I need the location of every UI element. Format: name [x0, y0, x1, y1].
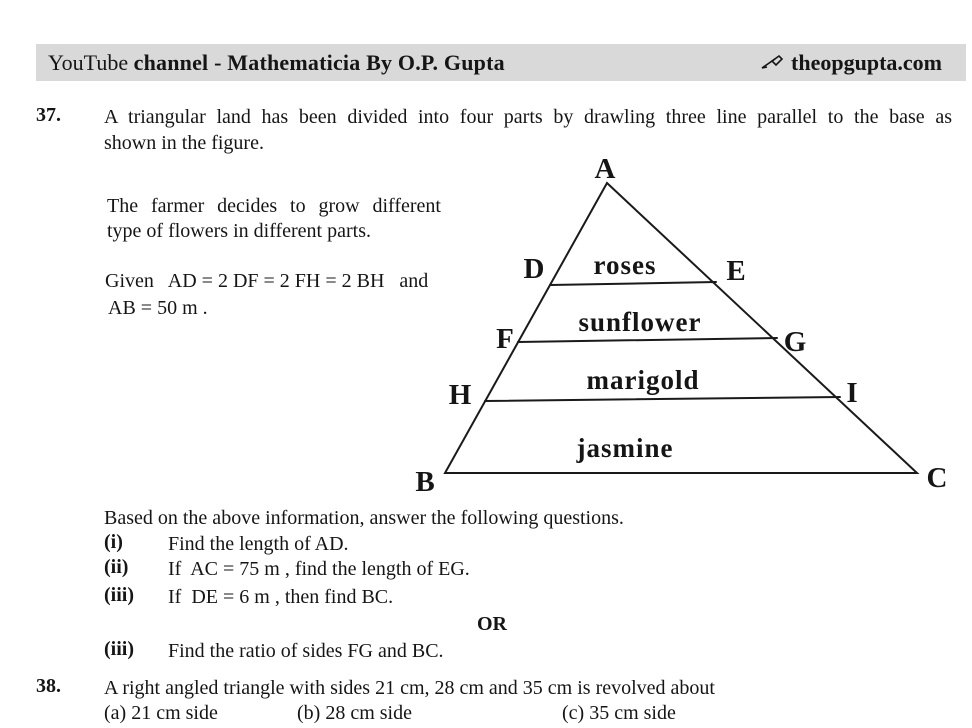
region-label-marigold: marigold — [586, 365, 700, 395]
q38-option-c: (c) 35 cm side — [562, 702, 676, 724]
given-ab-value: AB = 50 m . — [108, 297, 208, 319]
region-label-jasmine: jasmine — [576, 433, 674, 463]
or-separator: OR — [477, 613, 507, 635]
mail-pen-icon — [760, 54, 784, 71]
part-iii-label: (iii) — [104, 584, 134, 606]
based-on-line: Based on the above information, answer the following questions. — [104, 507, 624, 529]
vertex-label-F: F — [496, 323, 514, 355]
region-label-roses: roses — [593, 250, 657, 280]
farmer-line2: type of flowers in different parts. — [107, 220, 371, 242]
q37-line1: A triangular land has been divided into four parts by drawling three line parallel to the base as — [104, 106, 952, 128]
farmer-line1: The farmer decides to grow different — [107, 195, 441, 217]
q38-option-b: (b) 28 cm side — [297, 702, 412, 724]
q37-line2: shown in the figure. — [104, 132, 264, 154]
part-ii-text: If AC = 75 m , find the length of EG. — [168, 558, 470, 580]
q38-option-a: (a) 21 cm side — [104, 702, 218, 724]
vertex-label-E: E — [726, 255, 746, 287]
line-DE — [550, 282, 716, 285]
vertex-label-H: H — [448, 379, 472, 411]
vertex-label-G: G — [783, 326, 807, 358]
part-i-text: Find the length of AD. — [168, 533, 349, 555]
q38-line1: A right angled triangle with sides 21 cm, 28 cm and 35 cm is revolved about — [104, 677, 715, 699]
alt-part-iii-text: Find the ratio of sides FG and BC. — [168, 640, 444, 662]
part-ii-label: (ii) — [104, 556, 129, 578]
region-label-sunflower: sunflower — [578, 307, 702, 337]
website — [760, 50, 942, 76]
vertex-label-I: I — [846, 377, 858, 409]
q38-number: 38. — [36, 675, 61, 697]
vertex-label-B: B — [415, 466, 435, 498]
given-equation: Given AD = 2 DF = 2 FH = 2 BH and — [105, 270, 429, 292]
vertex-label-D: D — [523, 253, 545, 285]
alt-part-iii-label: (iii) — [104, 638, 134, 660]
channel-title — [48, 50, 505, 76]
line-FG — [518, 338, 777, 342]
brand-channel-name: channel - Mathematicia By O.P. Gupta — [133, 49, 505, 75]
header-bar — [36, 44, 966, 81]
brand-youtube: YouTube — [48, 49, 134, 75]
vertex-label-C: C — [926, 462, 948, 494]
line-HI — [485, 397, 840, 401]
website-url: theopgupta.com — [791, 49, 942, 75]
triangle-figure — [400, 145, 972, 505]
q37-number: 37. — [36, 104, 61, 126]
part-i-label: (i) — [104, 531, 123, 553]
part-iii-text: If DE = 6 m , then find BC. — [168, 586, 394, 608]
vertex-label-A: A — [594, 153, 616, 185]
